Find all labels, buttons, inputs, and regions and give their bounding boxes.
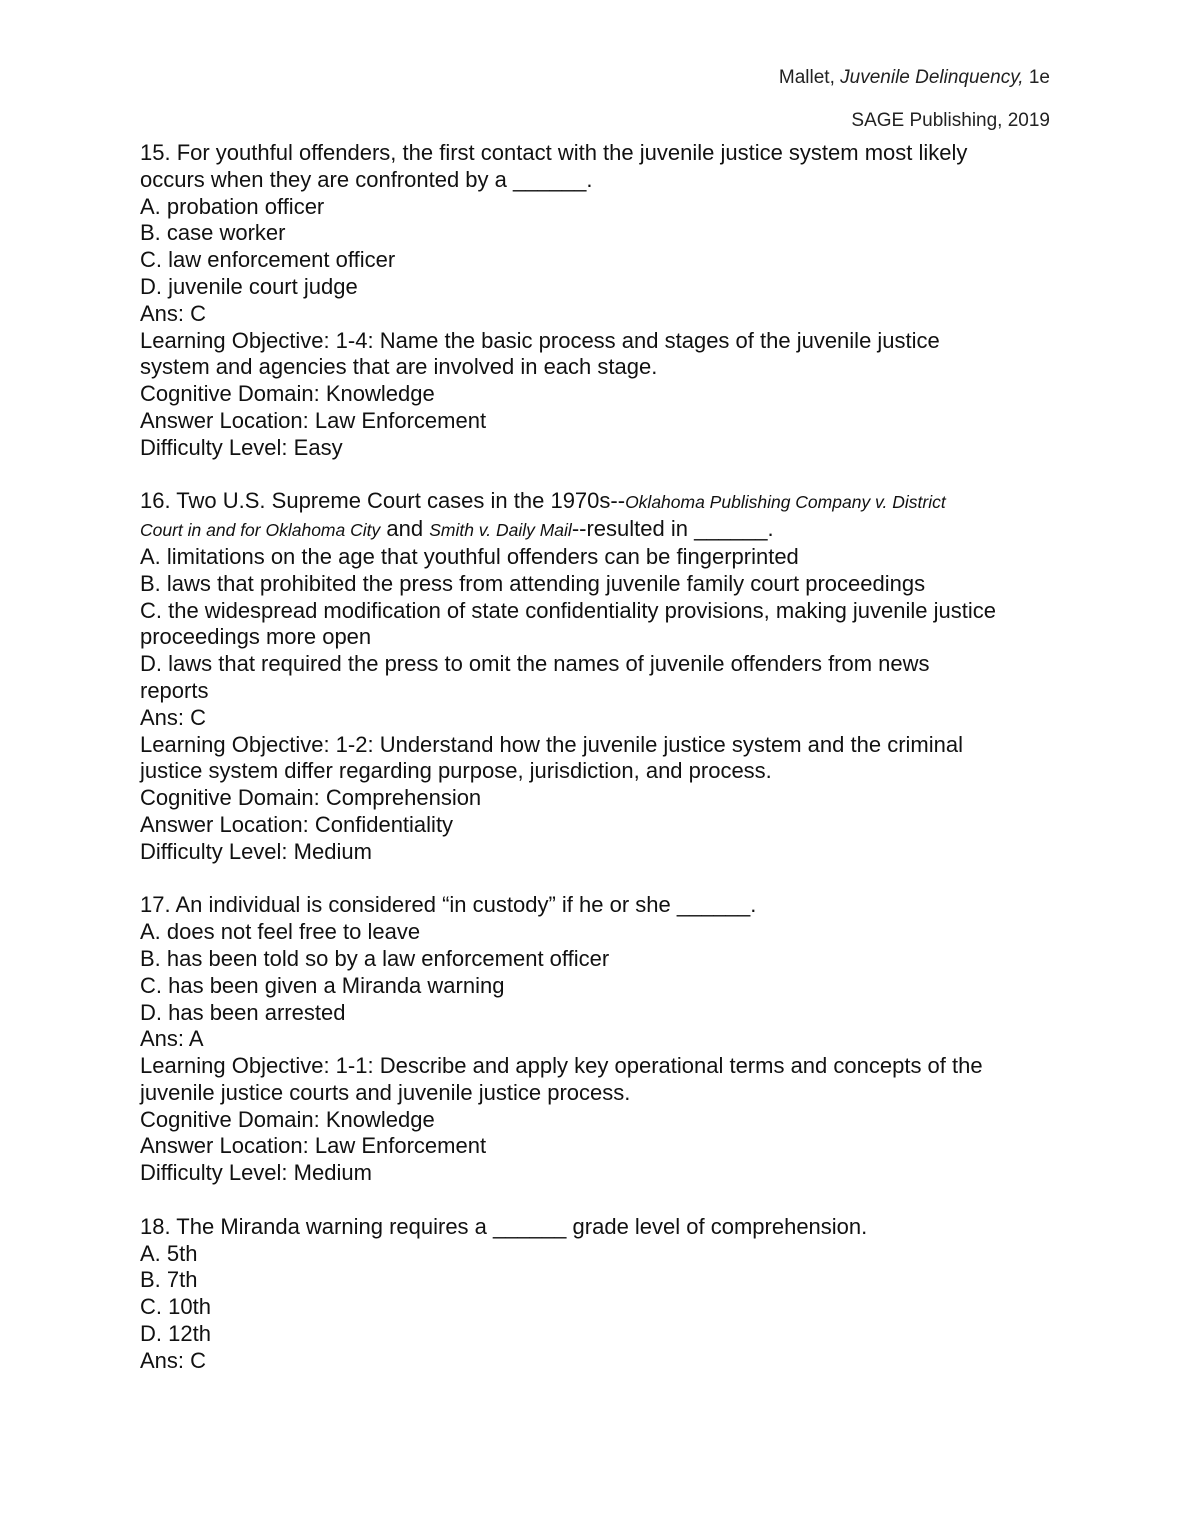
question-17 [140, 892, 1060, 1187]
learning-objective: system and agencies that are involved in each stage. [140, 354, 658, 380]
option-d: reports [140, 677, 209, 703]
option-c: C. law enforcement officer [140, 247, 396, 273]
learning-objective: Learning Objective: 1-4: Name the basic process and stages of the juvenile justice [140, 327, 940, 353]
answer: Ans: A [140, 1026, 204, 1052]
answer: Ans: C [140, 1347, 207, 1373]
option-c: proceedings more open [140, 624, 372, 650]
answer-location: Answer Location: Law Enforcement [140, 407, 487, 433]
option-d: D. has been arrested [140, 999, 346, 1025]
learning-objective: Learning Objective: 1-1: Describe and apply key operational terms and concepts of the [140, 1053, 983, 1079]
question-15 [140, 140, 1060, 462]
header-book-title: Juvenile Delinquency, [840, 67, 1024, 88]
option-d: D. 12th [140, 1321, 211, 1347]
answer: Ans: C [140, 704, 207, 730]
difficulty-level: Difficulty Level: Medium [140, 1160, 372, 1186]
option-a: A. probation officer [140, 193, 325, 219]
case-name: Smith v. Daily Mail [429, 520, 572, 541]
question-stem: 17. An individual is considered “in custody” if he or she ______. [140, 892, 757, 918]
option-d: D. juvenile court judge [140, 273, 358, 299]
case-name: Court in and for Oklahoma City [140, 520, 381, 541]
option-b: B. case worker [140, 220, 286, 246]
option-b: B. laws that prohibited the press from attending juvenile family court proceedings [140, 570, 926, 596]
cognitive-domain: Cognitive Domain: Knowledge [140, 381, 435, 407]
question-stem [140, 488, 1060, 516]
answer-location: Answer Location: Law Enforcement [140, 1133, 487, 1159]
case-name: Oklahoma Publishing Company v. District [625, 492, 946, 513]
question-stem [140, 516, 1060, 544]
stem-prefix: 16. Two U.S. Supreme Court cases in the 1970s-- [140, 488, 626, 514]
header-edition: 1e [1028, 67, 1050, 88]
question-18 [140, 1214, 1060, 1375]
cognitive-domain: Cognitive Domain: Knowledge [140, 1106, 435, 1132]
option-b: B. has been told so by a law enforcement officer [140, 945, 610, 971]
option-a: A. 5th [140, 1240, 198, 1266]
learning-objective: juvenile justice courts and juvenile justice process. [140, 1079, 631, 1105]
question-stem: occurs when they are confronted by a ______. [140, 166, 593, 192]
question-stem: 18. The Miranda warning requires a ______ grade level of comprehension. [140, 1213, 868, 1239]
option-d: D. laws that required the press to omit the names of juvenile offenders from news [140, 651, 930, 677]
option-c: C. has been given a Miranda warning [140, 972, 505, 998]
header-author: Mallet, [778, 67, 835, 88]
learning-objective: Learning Objective: 1-2: Understand how the juvenile justice system and the criminal [140, 731, 963, 757]
header-publisher: SAGE Publishing, 2019 [851, 110, 1050, 131]
answer-location: Answer Location: Confidentiality [140, 811, 454, 837]
option-a: A. limitations on the age that youthful offenders can be fingerprinted [140, 543, 799, 569]
document-body [140, 140, 1060, 1401]
stem-and: and [380, 516, 430, 542]
option-c: C. the widespread modification of state confidentiality provisions, making juvenile justice [140, 597, 996, 623]
option-c: C. 10th [140, 1294, 211, 1320]
header-citation [779, 56, 1050, 99]
question-stem: 15. For youthful offenders, the first contact with the juvenile justice system most likely [140, 140, 968, 165]
question-16 [140, 488, 1060, 865]
learning-objective: justice system differ regarding purpose, jurisdiction, and process. [140, 758, 772, 784]
cognitive-domain: Cognitive Domain: Comprehension [140, 785, 482, 811]
stem-suffix: --resulted in ______. [571, 516, 774, 542]
difficulty-level: Difficulty Level: Medium [140, 838, 372, 864]
difficulty-level: Difficulty Level: Easy [140, 434, 343, 460]
page-header [779, 56, 1050, 142]
answer: Ans: C [140, 300, 207, 326]
option-a: A. does not feel free to leave [140, 919, 421, 945]
option-b: B. 7th [140, 1267, 198, 1293]
